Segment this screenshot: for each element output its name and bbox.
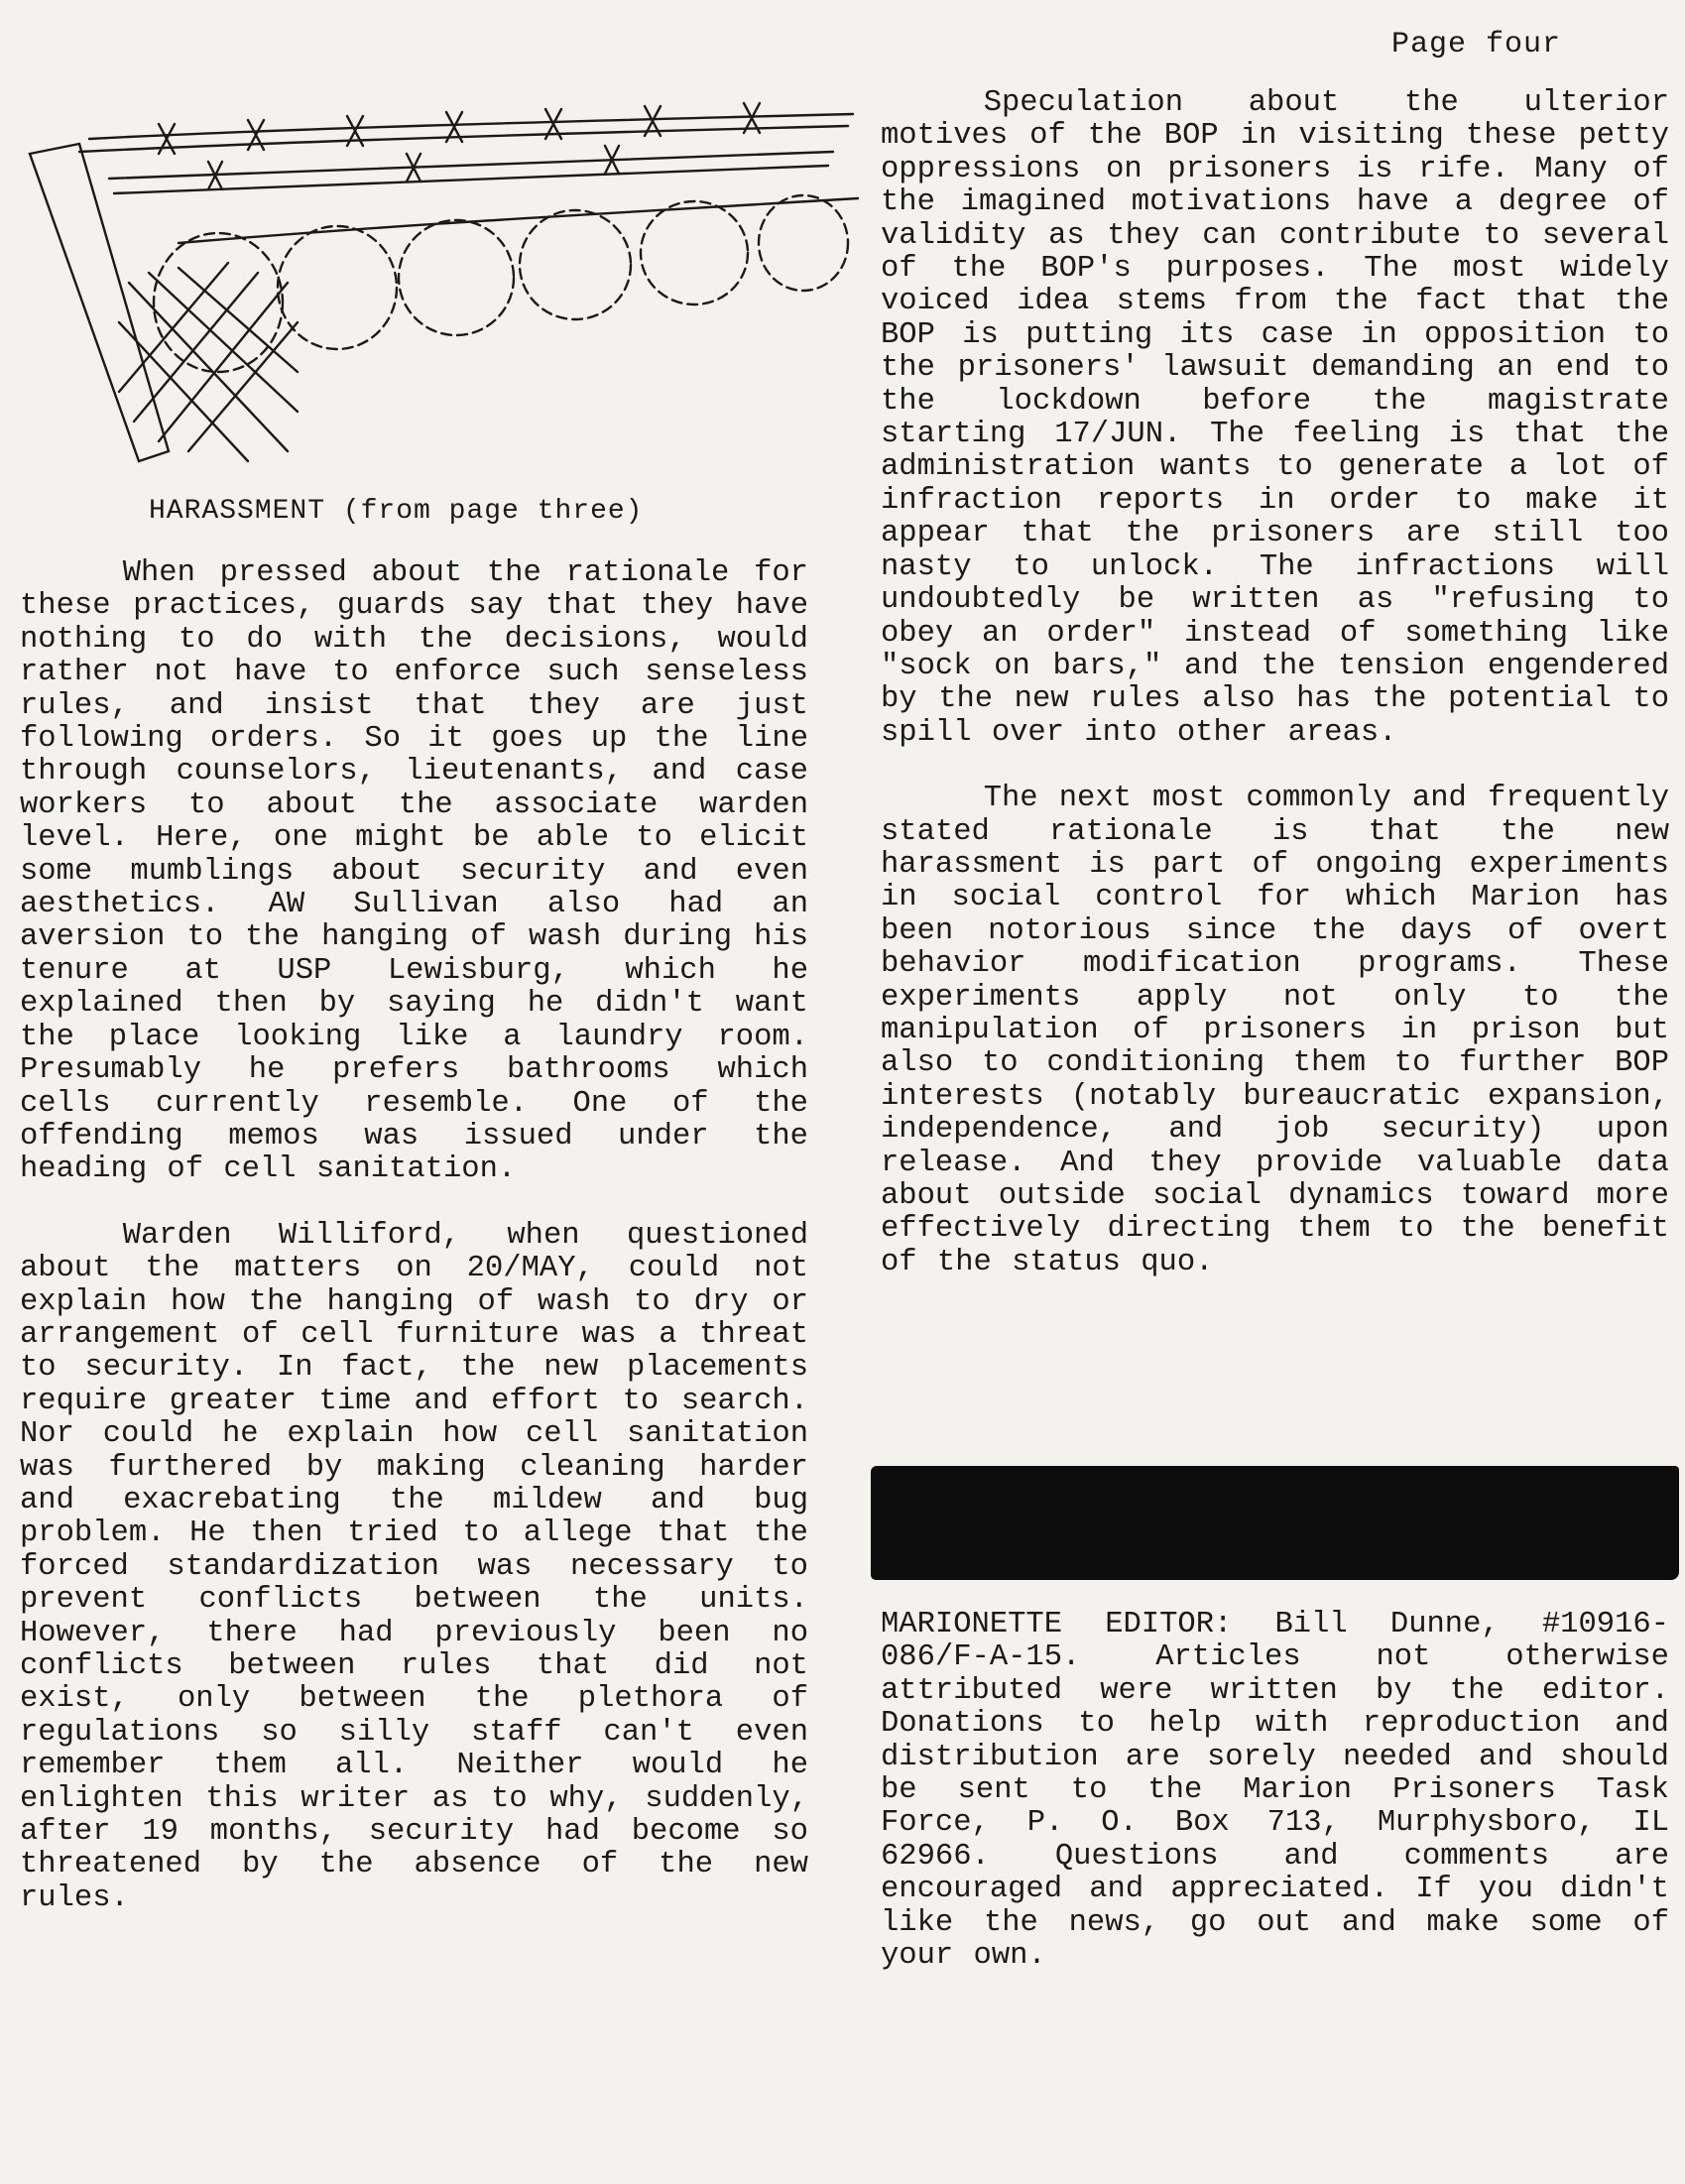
right-article-column xyxy=(881,87,1669,1279)
redaction-bar xyxy=(871,1466,1679,1580)
left-paragraph-1: When pressed about the rationale for these practices, guards say that they have nothing to do with the decisions, would rather not have to enforce such senseless rules, and insist that they are just following orders. So it goes up the line through counselors, lieutenants, and case workers to about the associate warden level. Here, one might be able to elicit some mumblings about security and even aesthetics. AW Sullivan also had an aversion to the hanging of wash during his tenure at USP Lewisburg, which he explained then by saying he didn't want the place looking like a laundry room. Presumably he prefers bathrooms which cells currently resemble. One of the offending memos was issued under the heading of cell sanitation. xyxy=(20,556,808,1187)
left-paragraph-2: Warden Williford, when questioned about the matters on 20/MAY, could not explain how the hanging of wash to dry or arrangement of cell furniture was a threat to security. In fact, the new placements require greater time and effort to search. Nor could he explain how cell sanitation was furthered by making cleaning harder and exacrebating the mildew and bug problem. He then tried to allege that the forced standardization was necessary to prevent conflicts between the units. However, there had previously been no conflicts between rules that did not exist, only between the plethora of regulations so silly staff can't even remember them all. Neither would he enlighten this writer as to why, suddenly, after 19 months, security had become so threatened by the absence of the new rules. xyxy=(20,1218,808,1915)
article-caption: HARASSMENT (from page three) xyxy=(149,496,644,527)
right-paragraph-1: Speculation about the ulterior motives of the BOP in visiting these petty oppressions on prisoners is rife. Many of the imagined motivations have a degree of validity as they can contribute to several of the BOP's purposes. The most widely voiced idea stems from the fact that the BOP is putting its case in opposition to the prisoners' lawsuit demanding an end to the lockdown before the magistrate starting 17/JUN. The feeling is that the administration wants to generate a lot of infraction reports in order to make it appear that the prisoners are still too nasty to unlock. The infractions will undoubtedly be written as "refusing to obey an order" instead of something like "sock on bars," and the tension engendered by the new rules also has the potential to spill over into other areas. xyxy=(881,86,1669,750)
right-paragraph-2: The next most commonly and frequently stated rationale is that the new harassment is part of ongoing experiments in social control for which Marion has been notorious since the days of overt behavior modification programs. These experiments apply not only to the manipulation of prisoners in prison but also to conditioning them to further BOP interests (notably bureaucratic expansion, independence, and job security) upon release. And they provide valuable data about outside social dynamics toward more effectively directing them to the benefit of the status quo. xyxy=(881,782,1669,1279)
editor-note xyxy=(881,1609,1669,1973)
barbed-wire-fence-icon xyxy=(20,94,863,496)
left-article-column xyxy=(20,557,808,1915)
page-number: Page four xyxy=(1390,28,1561,61)
editor-note-text: MARIONETTE EDITOR: Bill Dunne, #10916-086/F-A-15. Articles not otherwise attributed were written by the editor. Donations to help with reproduction and distribution are sorely needed and should be sent to the Marion Prisoners Task Force, P. O. Box 713, Murphysboro, IL 62966. Questions and comments are encouraged and appreciated. If you didn't like the news, go out and make some of your own. xyxy=(881,1608,1669,1974)
